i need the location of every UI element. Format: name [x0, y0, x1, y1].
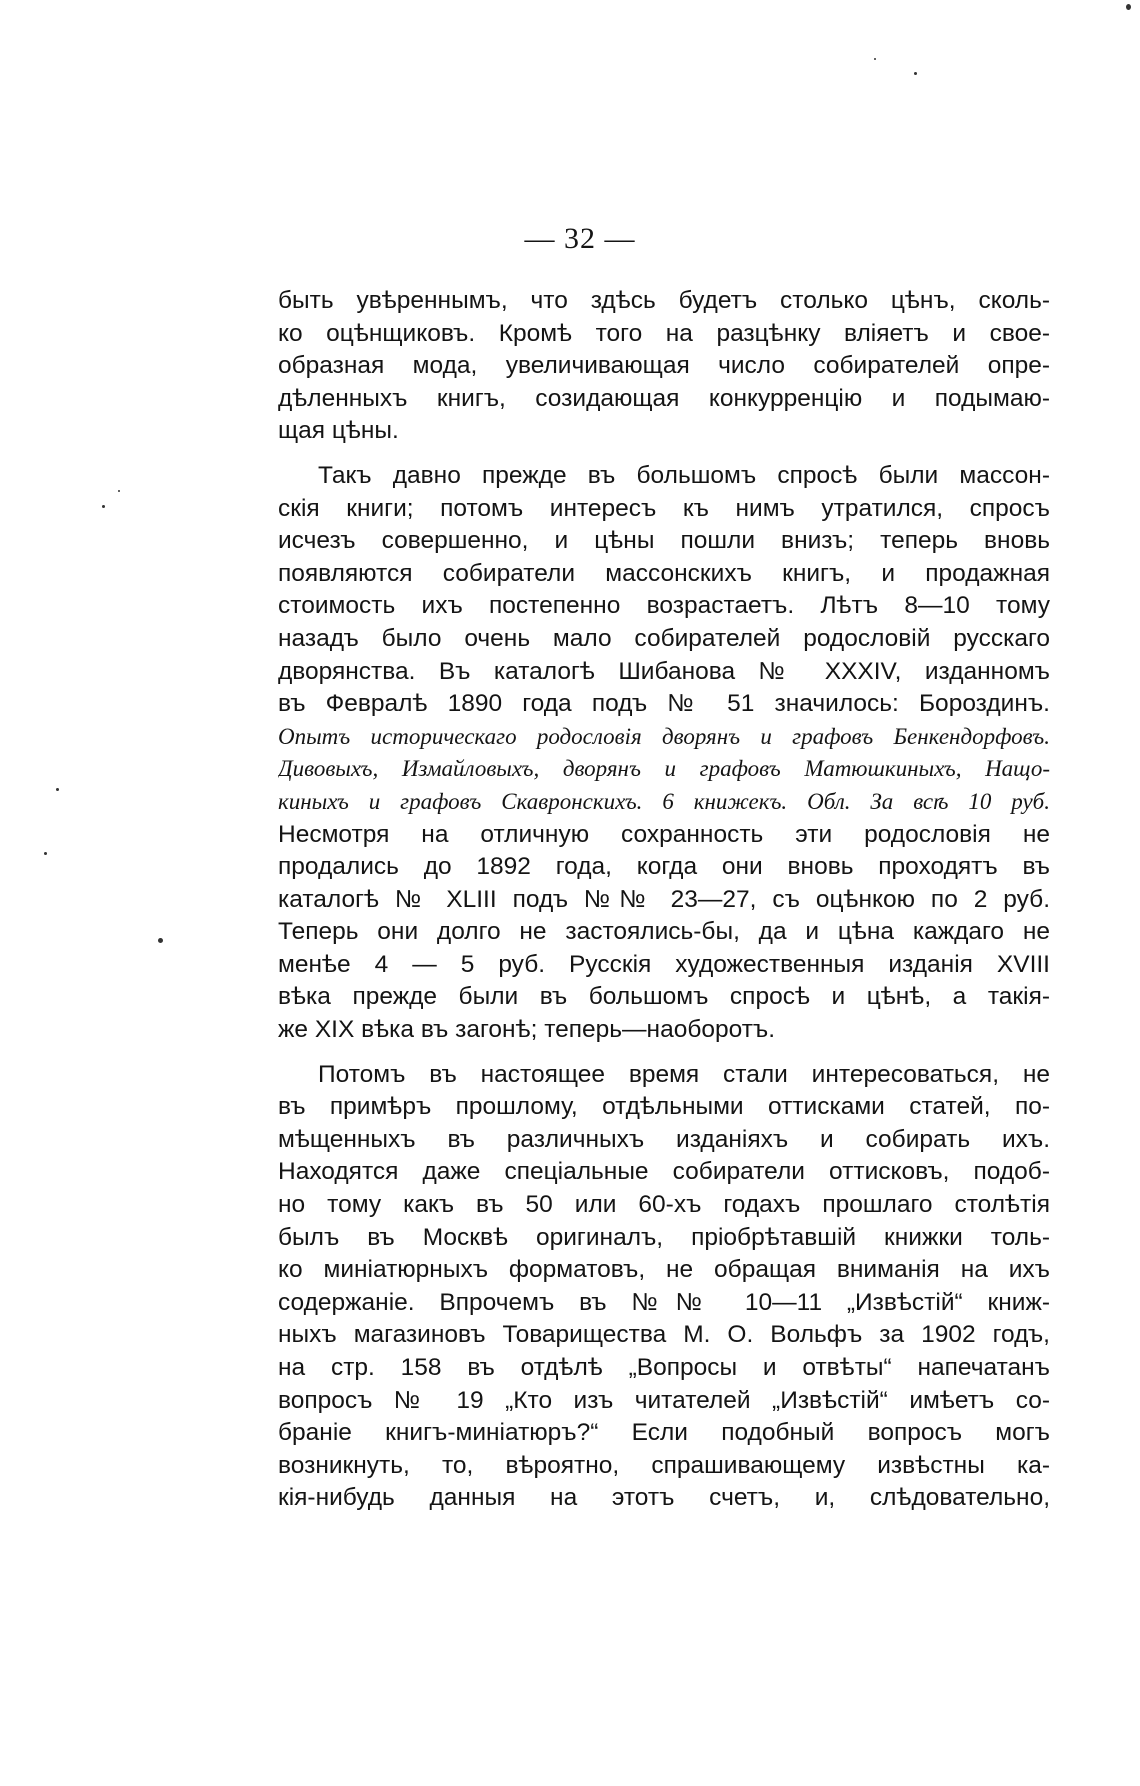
scan-speck [158, 938, 163, 943]
text-line: дѣленныхъ книгъ, созидающая конкурренцію и подымаю- [278, 384, 1050, 412]
scan-speck [44, 852, 47, 855]
paragraph-1 [278, 285, 1050, 448]
text-line: вѣка прежде были въ большомъ спросѣ и цѣнѣ, а такія- [278, 983, 1050, 1011]
scan-speck [914, 72, 917, 75]
paragraph-2 [278, 460, 1050, 1047]
text-line: браніе книгъ-миніатюръ?“ Если подобный вопросъ могъ [278, 1419, 1050, 1447]
text-line: но тому какъ въ 50 или 60-хъ годахъ прошлаго столѣтія [278, 1191, 1050, 1219]
text-line: исчезъ совершенно, и цѣны пошли внизъ; теперь вновь [278, 527, 1050, 555]
text-line: ко оцѣнщиковъ. Кромѣ того на разцѣнку вліяетъ и свое- [278, 319, 1050, 347]
text-line: мѣщенныхъ въ различныхъ изданіяхъ и собирать ихъ. [278, 1125, 1050, 1153]
paragraph-3 [278, 1059, 1050, 1515]
scan-speck [874, 58, 876, 60]
text-line: появляются собиратели массонскихъ книгъ, и продажная [278, 559, 1050, 587]
text-line: менѣе 4 — 5 руб. Русскія художественныя изданія XVIII [278, 950, 1050, 978]
text-line: содержаніе. Впрочемъ въ №№ 10—11 „Извѣстій“ книж- [278, 1288, 1050, 1316]
text-line: ныхъ магазиновъ Товарищества М. О. Вольфъ за 1902 годъ, [278, 1321, 1050, 1349]
citation-line: киныхъ и графовъ Скавронскихъ. 6 книжекъ. Обл. За всѣ 10 руб. [278, 788, 1050, 814]
text-line: возникнуть, то, вѣроятно, спрашивающему извѣстны ка- [278, 1451, 1050, 1479]
text-line: продались до 1892 года, когда они вновь проходятъ въ [278, 853, 1050, 881]
text-line: скія книги; потомъ интересъ къ нимъ утратился, спросъ [278, 494, 1050, 522]
citation-line: Дивовыхъ, Измайловыхъ, дворянъ и графовъ Матюшкиныхъ, Нащо- [278, 756, 1050, 782]
text-line: Такъ давно прежде въ большомъ спросѣ были массон- [318, 461, 1050, 489]
text-line: въ Февралѣ 1890 года подъ № 51 значилось: Бороздинъ. [278, 690, 1050, 718]
scan-speck [56, 788, 59, 791]
text-line: образная мода, увеличивающая число собирателей опре- [278, 352, 1050, 380]
text-line: дворянства. Въ каталогѣ Шибанова № XXXIV, изданномъ [278, 657, 1050, 685]
text-line: же XIX вѣка въ загонѣ; теперь—наоборотъ. [278, 1016, 776, 1044]
text-line: Несмотря на отличную сохранность эти родословія не [278, 820, 1050, 848]
text-line: вопросъ № 19 „Кто изъ читателей „Извѣстій“ имѣетъ со- [278, 1386, 1050, 1414]
text-line: на стр. 158 въ отдѣлѣ „Вопросы и отвѣты“ напечатанъ [278, 1354, 1050, 1381]
text-line: былъ въ Москвѣ оригиналъ, пріобрѣтавшій книжки толь- [278, 1223, 1050, 1251]
citation-line: Опытъ историческаго родословія дворянъ и графовъ Бенкендорфовъ. [278, 723, 1050, 749]
text-line: въ примѣръ прошлому, отдѣльными оттисками статей, по- [278, 1093, 1050, 1121]
text-line: Потомъ въ настоящее время стали интересоваться, не [318, 1060, 1050, 1088]
scan-speck [102, 505, 105, 508]
text-line: быть увѣреннымъ, что здѣсь будетъ столько цѣнъ, сколь- [278, 287, 1050, 314]
page-number: — 32 — [524, 222, 636, 255]
scan-speck [118, 490, 120, 492]
text-line: кія-нибудь данныя на этотъ счетъ, и, слѣдовательно, [278, 1484, 1050, 1512]
body-text [278, 285, 1050, 1515]
text-line: Теперь они долго не застоялись-бы, да и цѣна каждаго не [278, 918, 1050, 946]
text-line: ко миніатюрныхъ форматовъ, не обращая вниманія на ихъ [278, 1256, 1050, 1284]
scan-speck [1126, 4, 1131, 10]
text-line: каталогѣ № XLIII подъ №№ 23—27, съ оцѣнкою по 2 руб. [278, 885, 1050, 913]
text-line: щая цѣны. [278, 417, 399, 445]
text-line: Находятся даже спеціальные собиратели оттисковъ, подоб- [278, 1158, 1050, 1186]
text-line: назадъ было очень мало собирателей родословій русскаго [278, 624, 1050, 652]
text-line: стоимость ихъ постепенно возрастаетъ. Лѣтъ 8—10 тому [278, 592, 1050, 620]
